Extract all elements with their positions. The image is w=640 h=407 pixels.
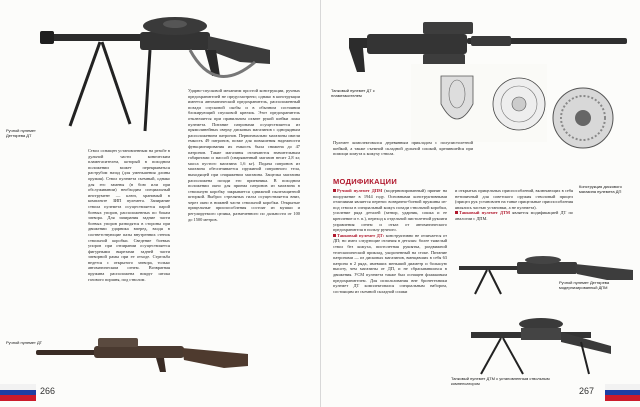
page-number-left: 266 [40,386,56,396]
modifications-col2 [455,188,573,248]
dtm-machine-gun-photo [461,302,621,376]
caption-bottom: Ручной пулемет ДТ [6,340,43,345]
magazine-cutaway-drawing [411,64,547,142]
left-column-1-text: Ствол оснащен установленным на резьбе в дульной части коническим пламегасителем, который в походном положении может перекрываться раструбом назад (для уменьшения длины оружия). Ствол пулемета съемный, однако для его замены (в бою или при обслуживании) необходим специальный инструмент — ключ, хранимый в комплекте ЗИП пулемета. Запирание ствола пулемета осуществляется парой боевых упоров, расположенных по бокам затвора. Для запирания задние части боевых упоров разводятся в стороны при движении ударника вперед, входя в соответствующие пазы внутренних стенок ствольной коробки. Сведение боевых упоров при отпирании осуществляется фигурными вырезами задней части затворной рамы при ее отходе. Стрельба ведется с открытого затвора, только автоматическим огнем. Возвратная пружина расположена вокруг штока газового поршня, под стволом. [88,148,170,282]
mod-dt-label: Танковый пулемет ДТ: [337,232,385,238]
caption-top-right: Танковый пулемет ДТ с пламегасителем [331,88,375,98]
disk-magazine-photo [551,86,615,150]
mod-dt-text: конструктивно не отличается от ДП; но имел следующие отличия в деталях: более тяжелый ствол без кожуха, пистолетная рукоятка, раздвижной телескопический приклад, укороченный на стоке. Питание патронами — из дисковых магазинов, вмещавших в себя 63 патрона в 2 ряда, имевших меньший диаметр и большую высоту, чем магазины от ДП, и не сбрасывавшихся в движения. УСМ пулемета также был оснащен флажковым предохранителем. Для использования вне бронетехники пулемет ДТ комплектовался специальным набором, состоящим из съемной складной сошки [333,232,447,294]
dpm-machine-gun-photo [457,252,637,298]
mod-dpm-paragraph [333,188,447,233]
page-number-right: 267 [579,386,595,396]
right-page [320,0,640,407]
mod-dtm-text: является модификацией ДТ по аналогии с ДПМ. [455,210,573,221]
mod-dtm-label: Танковый пулемет ДТМ [459,210,511,216]
russian-flag-left [0,384,36,401]
left-column-2-text: Ударно-спусковой механизм простой конструкции, ручных предохранителей не предусмотрено; однако в конструкции имеется автоматический предохранитель, расположенный позади спусковой скобы и в обычном состоянии блокирующий спусковой крючок. Этот предохранитель отключается при правильном охвате рукой шейки ложа пулемета. Питание патронами осуществляется из прямолинейных сверху дисковых магазинов с однорядным расположением патронов. Первоначально магазины имели емкость 49 патронов, позже для повышения надежности функционирования их емкость была снижена до 47 патронов. Такие магазины отличаются значительным габаритами и массой (снаряженный магазин весит 2,8 кг, масса пустого магазина 1,6 кг). Подача патронов из магазина обеспечивается пружиной патронного тела, выходящей при снаряжении магазина. Защелка магазина расположена позади его приемника. В походном положении окно для приема патронов из магазина в ствольную коробку закрывается сдвижной пылезащитной шторкой. Выброс стреляных гильз осуществляется вниз, через окно в нижней части ствольной коробки. Открытые прицельные приспособления состоят из мушки и регулируемого целика, размеченного по дальности от 100 до 1500 метров. [188,88,300,222]
caption-disk: Конструкция дискового магазина пулемета ДП [579,184,622,194]
machine-gun-photo-bottom [34,332,254,376]
modifications-col1 [333,188,447,383]
modifications-heading: МОДИФИКАЦИИ [333,177,398,186]
russian-flag-right [605,384,640,401]
mod-dpm-label: Ручной пулемет ДПМ [337,188,383,193]
mod-dt-paragraph [333,233,447,295]
intro-text: Пулемет комплектовался деревянным прикладом с полупистолетной шейкой, а также съемной складной дульной сошкой, крепившейся при помощи хомута к кожуху ствола. [333,140,473,157]
mod-dpm-text: (модернизированный) принят на вооружение в 1944 году. Основными конструктивными отличиями является перенос возвратно-боевой пружины из-под ствола в специальный кожух позади ствольной коробки, усиление рядa деталей (затвор, ударник, сошка и ее крепление и т. п.), переход к отдельной пистолетной рукояти управления огнем и отказ от автоматического предохранителя в пользу ручного. [333,188,447,233]
mods-col2-text: и открытых прицельных приспособлений, включающих в себя нетипичный для советского оружия стволовый прицел (прицел рук установлен на танке прицельные приспособления являлись частью установки, а не пулемета). [455,188,573,210]
caption-bottom-right: Танковый пулемет ДТМ с установленным ствольным компенсатором [451,376,550,386]
caption-mid: Ручной пулемет Дегтярева модернизированный ДПМ [559,280,610,290]
caption-top: Ручной пулемет Дегтярева ДТ [6,128,36,138]
mod-dtm-paragraph [455,210,573,221]
